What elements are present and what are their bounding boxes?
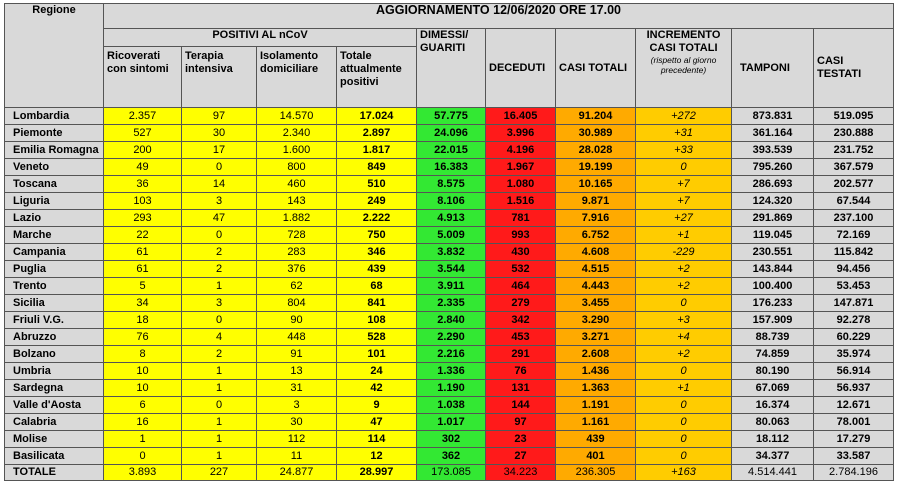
- header-terapia: Terapia intensiva: [182, 47, 257, 108]
- cell-ricoverati: 103: [104, 193, 182, 210]
- cell-ricoverati: 5: [104, 278, 182, 295]
- cell-dimessi: 1.336: [417, 363, 486, 380]
- cell-casi-testati: 115.842: [814, 244, 894, 261]
- cell-dimessi: 2.335: [417, 295, 486, 312]
- cell-isolamento: 30: [257, 414, 337, 431]
- table-row: [5, 448, 894, 465]
- cell-incremento: +4: [636, 329, 732, 346]
- cell-dimessi: 8.106: [417, 193, 486, 210]
- cell-totale-positivi: 9: [337, 397, 417, 414]
- cell-tamponi: 143.844: [732, 261, 814, 278]
- cell-ricoverati: 527: [104, 125, 182, 142]
- cell-isolamento: 13: [257, 363, 337, 380]
- header-totale-positivi: Totale attualmente positivi: [337, 47, 417, 108]
- cell-ricoverati: 22: [104, 227, 182, 244]
- cell-tamponi: 286.693: [732, 176, 814, 193]
- cell-regione: Campania: [5, 244, 104, 261]
- cell-regione: Lazio: [5, 210, 104, 227]
- cell-dimessi: 3.911: [417, 278, 486, 295]
- cell-dimessi: 3.832: [417, 244, 486, 261]
- cell-casi-testati: 78.001: [814, 414, 894, 431]
- cell-isolamento: 91: [257, 346, 337, 363]
- cell-regione: Abruzzo: [5, 329, 104, 346]
- cell-casi-totali: 3.271: [556, 329, 636, 346]
- cell-casi-totali: 6.752: [556, 227, 636, 244]
- cell-regione: Sicilia: [5, 295, 104, 312]
- cell-casi-totali: 2.608: [556, 346, 636, 363]
- cell-isolamento: 11: [257, 448, 337, 465]
- cell-deceduti: 23: [486, 431, 556, 448]
- cell-ricoverati: 3.893: [104, 465, 182, 481]
- cell-totale-positivi: 849: [337, 159, 417, 176]
- cell-regione: TOTALE: [5, 465, 104, 481]
- cell-ricoverati: 8: [104, 346, 182, 363]
- cell-dimessi: 173.085: [417, 465, 486, 481]
- cell-deceduti: 291: [486, 346, 556, 363]
- cell-incremento: 0: [636, 397, 732, 414]
- cell-tamponi: 34.377: [732, 448, 814, 465]
- cell-casi-testati: 92.278: [814, 312, 894, 329]
- cell-tamponi: 80.190: [732, 363, 814, 380]
- cell-incremento: -229: [636, 244, 732, 261]
- report-title: AGGIORNAMENTO 12/06/2020 ORE 17.00: [104, 4, 894, 29]
- cell-casi-totali: 28.028: [556, 142, 636, 159]
- cell-dimessi: 16.383: [417, 159, 486, 176]
- cell-deceduti: 131: [486, 380, 556, 397]
- cell-isolamento: 90: [257, 312, 337, 329]
- cell-deceduti: 1.967: [486, 159, 556, 176]
- cell-casi-totali: 1.191: [556, 397, 636, 414]
- cell-casi-totali: 4.608: [556, 244, 636, 261]
- cell-incremento: 0: [636, 363, 732, 380]
- cell-dimessi: 3.544: [417, 261, 486, 278]
- cell-regione: Puglia: [5, 261, 104, 278]
- cell-isolamento: 1.882: [257, 210, 337, 227]
- cell-ricoverati: 61: [104, 261, 182, 278]
- cell-casi-testati: 12.671: [814, 397, 894, 414]
- cell-regione: Lombardia: [5, 108, 104, 125]
- cell-casi-testati: 231.752: [814, 142, 894, 159]
- cell-regione: Bolzano: [5, 346, 104, 363]
- cell-incremento: +2: [636, 278, 732, 295]
- cell-terapia: 2: [182, 346, 257, 363]
- cell-dimessi: 22.015: [417, 142, 486, 159]
- cell-deceduti: 1.080: [486, 176, 556, 193]
- cell-casi-totali: 3.455: [556, 295, 636, 312]
- cell-terapia: 97: [182, 108, 257, 125]
- cell-incremento: 0: [636, 414, 732, 431]
- cell-tamponi: 119.045: [732, 227, 814, 244]
- header-incremento: [636, 29, 732, 108]
- cell-isolamento: 62: [257, 278, 337, 295]
- table-row: [5, 108, 894, 125]
- cell-casi-totali: 1.161: [556, 414, 636, 431]
- cell-terapia: 14: [182, 176, 257, 193]
- cell-isolamento: 112: [257, 431, 337, 448]
- cell-terapia: 30: [182, 125, 257, 142]
- cell-casi-totali: 439: [556, 431, 636, 448]
- cell-casi-testati: 2.784.196: [814, 465, 894, 481]
- cell-incremento: +163: [636, 465, 732, 481]
- cell-terapia: 1: [182, 414, 257, 431]
- cell-incremento: 0: [636, 295, 732, 312]
- cell-totale-positivi: 108: [337, 312, 417, 329]
- cell-totale-positivi: 47: [337, 414, 417, 431]
- cell-terapia: 4: [182, 329, 257, 346]
- cell-regione: Veneto: [5, 159, 104, 176]
- cell-regione: Umbria: [5, 363, 104, 380]
- cell-incremento: +33: [636, 142, 732, 159]
- table-row: [5, 278, 894, 295]
- cell-isolamento: 24.877: [257, 465, 337, 481]
- cell-deceduti: 532: [486, 261, 556, 278]
- table-row: [5, 176, 894, 193]
- cell-isolamento: 31: [257, 380, 337, 397]
- cell-totale-positivi: 42: [337, 380, 417, 397]
- cell-tamponi: 18.112: [732, 431, 814, 448]
- cell-casi-totali: 4.443: [556, 278, 636, 295]
- header-positivi-group: POSITIVI AL nCoV: [104, 29, 417, 47]
- cell-casi-testati: 94.456: [814, 261, 894, 278]
- cell-ricoverati: 200: [104, 142, 182, 159]
- cell-regione: Calabria: [5, 414, 104, 431]
- cell-ricoverati: 34: [104, 295, 182, 312]
- cell-tamponi: 157.909: [732, 312, 814, 329]
- cell-casi-testati: 56.914: [814, 363, 894, 380]
- cell-casi-testati: 53.453: [814, 278, 894, 295]
- cell-totale-positivi: 12: [337, 448, 417, 465]
- table-row: [5, 397, 894, 414]
- cell-isolamento: 14.570: [257, 108, 337, 125]
- cell-tamponi: 795.260: [732, 159, 814, 176]
- cell-totale-positivi: 439: [337, 261, 417, 278]
- header-regione: Regione: [5, 4, 104, 108]
- cell-incremento: +272: [636, 108, 732, 125]
- table-row: [5, 244, 894, 261]
- header-casi-totali: CASI TOTALI: [556, 29, 636, 108]
- cell-casi-testati: 60.229: [814, 329, 894, 346]
- cell-regione: Valle d'Aosta: [5, 397, 104, 414]
- cell-incremento: +1: [636, 380, 732, 397]
- cell-terapia: 0: [182, 312, 257, 329]
- cell-dimessi: 5.009: [417, 227, 486, 244]
- cell-dimessi: 2.216: [417, 346, 486, 363]
- cell-tamponi: 393.539: [732, 142, 814, 159]
- cell-regione: Emilia Romagna: [5, 142, 104, 159]
- cell-ricoverati: 1: [104, 431, 182, 448]
- cell-totale-positivi: 2.897: [337, 125, 417, 142]
- cell-tamponi: 16.374: [732, 397, 814, 414]
- cell-dimessi: 2.290: [417, 329, 486, 346]
- cell-totale-positivi: 2.222: [337, 210, 417, 227]
- cell-casi-totali: 19.199: [556, 159, 636, 176]
- cell-incremento: +7: [636, 176, 732, 193]
- cell-casi-testati: 519.095: [814, 108, 894, 125]
- cell-tamponi: 67.069: [732, 380, 814, 397]
- cell-totale-positivi: 68: [337, 278, 417, 295]
- cell-casi-testati: 237.100: [814, 210, 894, 227]
- cell-terapia: 0: [182, 159, 257, 176]
- cell-casi-testati: 35.974: [814, 346, 894, 363]
- cell-casi-totali: 10.165: [556, 176, 636, 193]
- cell-deceduti: 3.996: [486, 125, 556, 142]
- cell-dimessi: 1.190: [417, 380, 486, 397]
- table-row: [5, 329, 894, 346]
- cell-casi-totali: 4.515: [556, 261, 636, 278]
- table-row: [5, 363, 894, 380]
- table-row: [5, 346, 894, 363]
- cell-terapia: 0: [182, 397, 257, 414]
- cell-tamponi: 873.831: [732, 108, 814, 125]
- cell-ricoverati: 293: [104, 210, 182, 227]
- cell-regione: Molise: [5, 431, 104, 448]
- cell-tamponi: 74.859: [732, 346, 814, 363]
- table-row: [5, 312, 894, 329]
- cell-deceduti: 1.516: [486, 193, 556, 210]
- header-casi-testati: CASI TESTATI: [814, 29, 894, 108]
- cell-casi-testati: 17.279: [814, 431, 894, 448]
- cell-regione: Piemonte: [5, 125, 104, 142]
- cell-totale-positivi: 101: [337, 346, 417, 363]
- cell-totale-positivi: 28.997: [337, 465, 417, 481]
- cell-deceduti: 144: [486, 397, 556, 414]
- cell-tamponi: 361.164: [732, 125, 814, 142]
- table-row: [5, 380, 894, 397]
- cell-incremento: +3: [636, 312, 732, 329]
- cell-deceduti: 27: [486, 448, 556, 465]
- cell-casi-testati: 56.937: [814, 380, 894, 397]
- cell-regione: Marche: [5, 227, 104, 244]
- cell-tamponi: 291.869: [732, 210, 814, 227]
- cell-deceduti: 34.223: [486, 465, 556, 481]
- cell-casi-totali: 401: [556, 448, 636, 465]
- header-deceduti: DECEDUTI: [486, 29, 556, 108]
- cell-totale-positivi: 24: [337, 363, 417, 380]
- cell-terapia: 1: [182, 363, 257, 380]
- cell-dimessi: 362: [417, 448, 486, 465]
- table-row: [5, 261, 894, 278]
- cell-totale-positivi: 17.024: [337, 108, 417, 125]
- cell-ricoverati: 2.357: [104, 108, 182, 125]
- cell-incremento: 0: [636, 448, 732, 465]
- cell-terapia: 0: [182, 227, 257, 244]
- cell-deceduti: 16.405: [486, 108, 556, 125]
- table-row: [5, 227, 894, 244]
- cell-totale-positivi: 841: [337, 295, 417, 312]
- cell-casi-totali: 7.916: [556, 210, 636, 227]
- cell-ricoverati: 61: [104, 244, 182, 261]
- cell-isolamento: 804: [257, 295, 337, 312]
- cell-tamponi: 100.400: [732, 278, 814, 295]
- cell-casi-testati: 67.544: [814, 193, 894, 210]
- cell-regione: Toscana: [5, 176, 104, 193]
- cell-tamponi: 88.739: [732, 329, 814, 346]
- cell-dimessi: 1.017: [417, 414, 486, 431]
- cell-totale-positivi: 750: [337, 227, 417, 244]
- cell-totale-positivi: 114: [337, 431, 417, 448]
- header-tamponi: TAMPONI: [732, 29, 814, 108]
- cell-deceduti: 453: [486, 329, 556, 346]
- cell-incremento: +2: [636, 346, 732, 363]
- cell-terapia: 1: [182, 380, 257, 397]
- cell-incremento: +27: [636, 210, 732, 227]
- cell-deceduti: 342: [486, 312, 556, 329]
- cell-regione: Basilicata: [5, 448, 104, 465]
- cell-dimessi: 4.913: [417, 210, 486, 227]
- cell-totale-positivi: 528: [337, 329, 417, 346]
- table-row: [5, 142, 894, 159]
- cell-ricoverati: 0: [104, 448, 182, 465]
- covid-report: [4, 3, 894, 481]
- cell-terapia: 47: [182, 210, 257, 227]
- cell-terapia: 227: [182, 465, 257, 481]
- table-row: [5, 414, 894, 431]
- cell-deceduti: 781: [486, 210, 556, 227]
- cell-isolamento: 460: [257, 176, 337, 193]
- cell-casi-testati: 367.579: [814, 159, 894, 176]
- cell-tamponi: 176.233: [732, 295, 814, 312]
- cell-ricoverati: 49: [104, 159, 182, 176]
- table-row: [5, 159, 894, 176]
- cell-isolamento: 143: [257, 193, 337, 210]
- cell-isolamento: 2.340: [257, 125, 337, 142]
- cell-isolamento: 448: [257, 329, 337, 346]
- cell-terapia: 1: [182, 431, 257, 448]
- header-incremento-note: (rispetto al giorno precedente): [650, 55, 717, 75]
- header-isolamento: Isolamento domiciliare: [257, 47, 337, 108]
- cell-totale-positivi: 249: [337, 193, 417, 210]
- cell-terapia: 2: [182, 261, 257, 278]
- cell-deceduti: 993: [486, 227, 556, 244]
- cell-casi-totali: 1.363: [556, 380, 636, 397]
- cell-casi-testati: 147.871: [814, 295, 894, 312]
- cell-dimessi: 1.038: [417, 397, 486, 414]
- cell-incremento: 0: [636, 431, 732, 448]
- cell-ricoverati: 10: [104, 363, 182, 380]
- cell-deceduti: 430: [486, 244, 556, 261]
- cell-tamponi: 4.514.441: [732, 465, 814, 481]
- cell-regione: Liguria: [5, 193, 104, 210]
- cell-dimessi: 57.775: [417, 108, 486, 125]
- header-incremento-label: INCREMENTO CASI TOTALI: [646, 29, 721, 54]
- cell-deceduti: 279: [486, 295, 556, 312]
- cell-casi-totali: 3.290: [556, 312, 636, 329]
- cell-ricoverati: 10: [104, 380, 182, 397]
- cell-dimessi: 302: [417, 431, 486, 448]
- table-row: [5, 431, 894, 448]
- cell-incremento: 0: [636, 159, 732, 176]
- cell-casi-testati: 72.169: [814, 227, 894, 244]
- cell-ricoverati: 76: [104, 329, 182, 346]
- cell-isolamento: 800: [257, 159, 337, 176]
- cell-casi-testati: 230.888: [814, 125, 894, 142]
- cell-incremento: +2: [636, 261, 732, 278]
- covid-table: [4, 3, 894, 481]
- header-dimessi: DIMESSI/ GUARITI: [417, 29, 486, 108]
- cell-ricoverati: 36: [104, 176, 182, 193]
- cell-casi-totali: 1.436: [556, 363, 636, 380]
- cell-terapia: 3: [182, 193, 257, 210]
- cell-incremento: +31: [636, 125, 732, 142]
- cell-tamponi: 124.320: [732, 193, 814, 210]
- cell-casi-totali: 30.989: [556, 125, 636, 142]
- cell-terapia: 3: [182, 295, 257, 312]
- table-row: [5, 125, 894, 142]
- cell-terapia: 17: [182, 142, 257, 159]
- cell-dimessi: 8.575: [417, 176, 486, 193]
- cell-deceduti: 4.196: [486, 142, 556, 159]
- table-row: [5, 193, 894, 210]
- cell-terapia: 1: [182, 448, 257, 465]
- cell-regione: Sardegna: [5, 380, 104, 397]
- cell-totale-positivi: 346: [337, 244, 417, 261]
- cell-casi-totali: 236.305: [556, 465, 636, 481]
- table-row: [5, 210, 894, 227]
- cell-isolamento: 3: [257, 397, 337, 414]
- cell-terapia: 2: [182, 244, 257, 261]
- cell-isolamento: 1.600: [257, 142, 337, 159]
- cell-isolamento: 283: [257, 244, 337, 261]
- cell-regione: Trento: [5, 278, 104, 295]
- cell-ricoverati: 16: [104, 414, 182, 431]
- cell-casi-totali: 9.871: [556, 193, 636, 210]
- cell-terapia: 1: [182, 278, 257, 295]
- cell-tamponi: 80.063: [732, 414, 814, 431]
- cell-ricoverati: 6: [104, 397, 182, 414]
- cell-casi-testati: 202.577: [814, 176, 894, 193]
- cell-deceduti: 76: [486, 363, 556, 380]
- cell-casi-totali: 91.204: [556, 108, 636, 125]
- cell-dimessi: 24.096: [417, 125, 486, 142]
- table-row: [5, 295, 894, 312]
- cell-incremento: +1: [636, 227, 732, 244]
- cell-isolamento: 376: [257, 261, 337, 278]
- header-ricoverati: Ricoverati con sintomi: [104, 47, 182, 108]
- cell-isolamento: 728: [257, 227, 337, 244]
- cell-dimessi: 2.840: [417, 312, 486, 329]
- cell-deceduti: 464: [486, 278, 556, 295]
- cell-totale-positivi: 1.817: [337, 142, 417, 159]
- cell-incremento: +7: [636, 193, 732, 210]
- cell-totale-positivi: 510: [337, 176, 417, 193]
- cell-ricoverati: 18: [104, 312, 182, 329]
- cell-regione: Friuli V.G.: [5, 312, 104, 329]
- cell-tamponi: 230.551: [732, 244, 814, 261]
- cell-deceduti: 97: [486, 414, 556, 431]
- cell-casi-testati: 33.587: [814, 448, 894, 465]
